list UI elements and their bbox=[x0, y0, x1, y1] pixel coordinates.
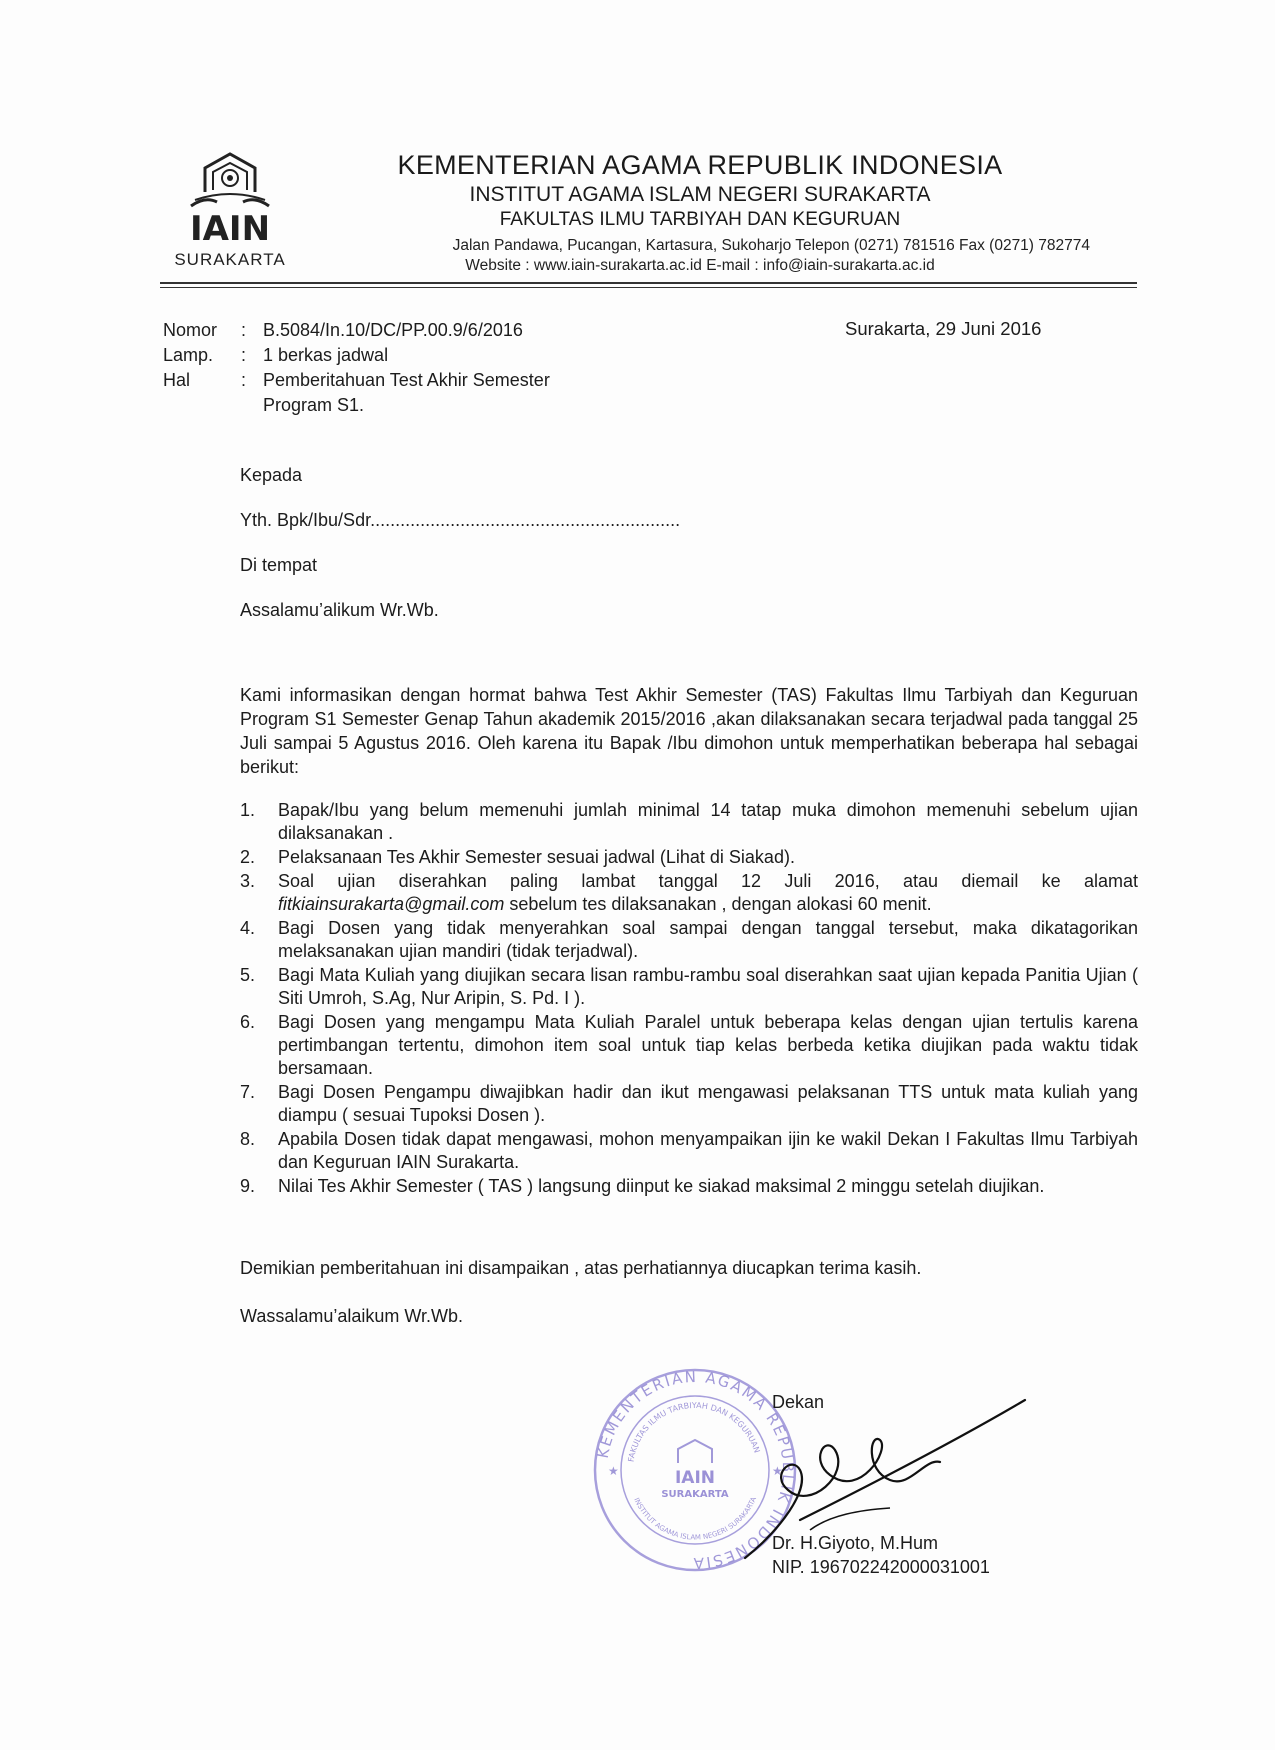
colon: : bbox=[241, 370, 247, 390]
hal-value: Pemberitahuan Test Akhir Semester bbox=[263, 370, 550, 390]
closing-greeting: Wassalamu’alaikum Wr.Wb. bbox=[240, 1306, 464, 1326]
colon: : bbox=[241, 345, 247, 365]
recipient-line: Yth. Bpk/Ibu/Sdr.............................................................. bbox=[240, 510, 681, 530]
list-item: 9. Nilai Tes Akhir Semester ( TAS ) langsung diinput ke siakad maksimal 2 minggu setelah diujikan. bbox=[240, 1176, 1045, 1196]
hal-value-2: Program S1. bbox=[263, 395, 365, 415]
list-item: 8. Apabila Dosen tidak dapat mengawasi, mohon menyampaikan ijin ke wakil Dekan I Fakultas Ilmu Tarbiyah dan Keguruan IAIN Surakarta. bbox=[240, 1129, 1138, 1172]
lamp-row bbox=[163, 343, 550, 368]
faculty-name: FAKULTAS ILMU TARBIYAH DAN KEGURUAN bbox=[499, 209, 901, 230]
letter-date: Surakarta, 29 Juni 2016 bbox=[845, 318, 1042, 339]
di-tempat: Di tempat bbox=[240, 555, 318, 575]
body-paragraph: Kami informasikan dengan hormat bahwa Test Akhir Semester (TAS) Fakultas Ilmu Tarbiyah dan Keguruan Program S1 Semester Genap Tahun akademik 2015/2016 ,akan dilaksanakan secara terjadwal pada tanggal 25 Juli sampai 5 Agustus 2016. Oleh karena itu Bapak /Ibu dimohon untuk memperhatikan beberapa hal sebagai berikut: bbox=[240, 685, 1138, 777]
iain-logo bbox=[160, 150, 300, 275]
institute-name: INSTITUT AGAMA ISLAM NEGERI SURAKARTA bbox=[469, 183, 931, 206]
hal-row bbox=[163, 368, 550, 393]
website-line: Website : www.iain-surakarta.ac.id E-mail : info@iain-surakarta.ac.id bbox=[465, 257, 935, 274]
hal-row-continued bbox=[163, 393, 550, 418]
nomor-label: Nomor bbox=[163, 320, 218, 340]
svg-text:IAIN: IAIN bbox=[189, 209, 271, 249]
hal-label: Hal bbox=[163, 370, 191, 390]
logo-caption: SURAKARTA bbox=[174, 250, 286, 269]
svg-text:INSTITUT AGAMA ISLAM NEGERI SU: INSTITUT AGAMA ISLAM NEGERI SURAKARTA bbox=[632, 1495, 759, 1542]
letterhead-rule-thin bbox=[160, 287, 1137, 288]
list-item: 5. Bagi Mata Kuliah yang diujikan secara lisan rambu-rambu soal diserahkan saat ujian kepada Panitia Ujian ( Siti Umroh, S.Ag, Nur Aripin, S. Pd. I ). bbox=[240, 965, 1138, 1008]
iain-emblem-icon bbox=[185, 150, 275, 250]
svg-text:FAKULTAS ILMU TARBIYAH DAN KEG: FAKULTAS ILMU TARBIYAH DAN KEGURUAN bbox=[626, 1400, 762, 1463]
closing-statement: Demikian pemberitahuan ini disampaikan , atas perhatiannya diucapkan terima kasih. bbox=[240, 1258, 922, 1278]
signatory-nip: NIP. 196702242000031001 bbox=[772, 1557, 990, 1577]
letterhead-rule-thick bbox=[160, 282, 1137, 284]
lamp-value: 1 berkas jadwal bbox=[263, 345, 389, 365]
letterhead bbox=[310, 150, 1090, 275]
colon: : bbox=[241, 320, 247, 340]
list-item: 1. Bapak/Ibu yang belum memenuhi jumlah minimal 14 tatap muka dimohon memenuhi sebelum ujian dilaksanakan . bbox=[240, 800, 1138, 843]
lamp-label: Lamp. bbox=[163, 345, 214, 365]
instruction-list bbox=[240, 799, 1138, 1199]
email-address: fitkiainsurakarta@gmail.com bbox=[278, 894, 505, 914]
list-item: 6. Bagi Dosen yang mengampu Mata Kuliah Paralel untuk beberapa kelas dengan ujian tertulis karena pertimbangan tertentu, dimohon item soal untuk tiap kelas berbeda ketika diujikan pada waktu tidak bersamaan. bbox=[240, 1012, 1138, 1078]
signatory-name: Dr. H.Giyoto, M.Hum bbox=[772, 1533, 939, 1553]
nomor-value: B.5084/In.10/DC/PP.00.9/6/2016 bbox=[263, 320, 523, 340]
nomor-row bbox=[163, 318, 550, 343]
ministry-name: KEMENTERIAN AGAMA REPUBLIK INDONESIA bbox=[397, 150, 1003, 180]
list-item: 4. Bagi Dosen yang tidak menyerahkan soal sampai dengan tanggal tersebut, maka dikatagorikan melaksanakan ujian mandiri (tidak terjadwal). bbox=[240, 918, 1138, 961]
letter-meta bbox=[163, 318, 550, 418]
kepada: Kepada bbox=[240, 465, 303, 485]
svg-text:IAIN: IAIN bbox=[674, 1468, 716, 1488]
list-item: 7. Bagi Dosen Pengampu diwajibkan hadir dan ikut mengawasi pelaksanan TTS untuk mata kuliah yang diampu ( sesuai Tupoksi Dosen ). bbox=[240, 1082, 1138, 1125]
address-line: Jalan Pandawa, Pucangan, Kartasura, Sukoharjo Telepon (0271) 781516 Fax (0271) 782774 bbox=[452, 237, 1090, 254]
svg-text:SURAKARTA: SURAKARTA bbox=[661, 1489, 729, 1500]
list-item: 2. Pelaksanaan Tes Akhir Semester sesuai jadwal (Lihat di Siakad). bbox=[240, 847, 795, 867]
svg-text:★: ★ bbox=[772, 1464, 783, 1478]
list-item: 3. Soal ujian diserahkan paling lambat tanggal 12 Juli 2016, atau diemail ke alamat fitkiainsurakarta@gmail.com sebelum tes dilaksanakan , dengan alokasi 60 menit. bbox=[240, 871, 1138, 914]
svg-text:KEMENTERIAN AGAMA REPUBLIK IND: KEMENTERIAN AGAMA REPUBLIK INDONESIA bbox=[593, 1367, 798, 1573]
signatory-title: Dekan bbox=[772, 1392, 825, 1412]
svg-text:★: ★ bbox=[608, 1464, 619, 1478]
opening-greeting: Assalamu’alikum Wr.Wb. bbox=[240, 600, 439, 620]
